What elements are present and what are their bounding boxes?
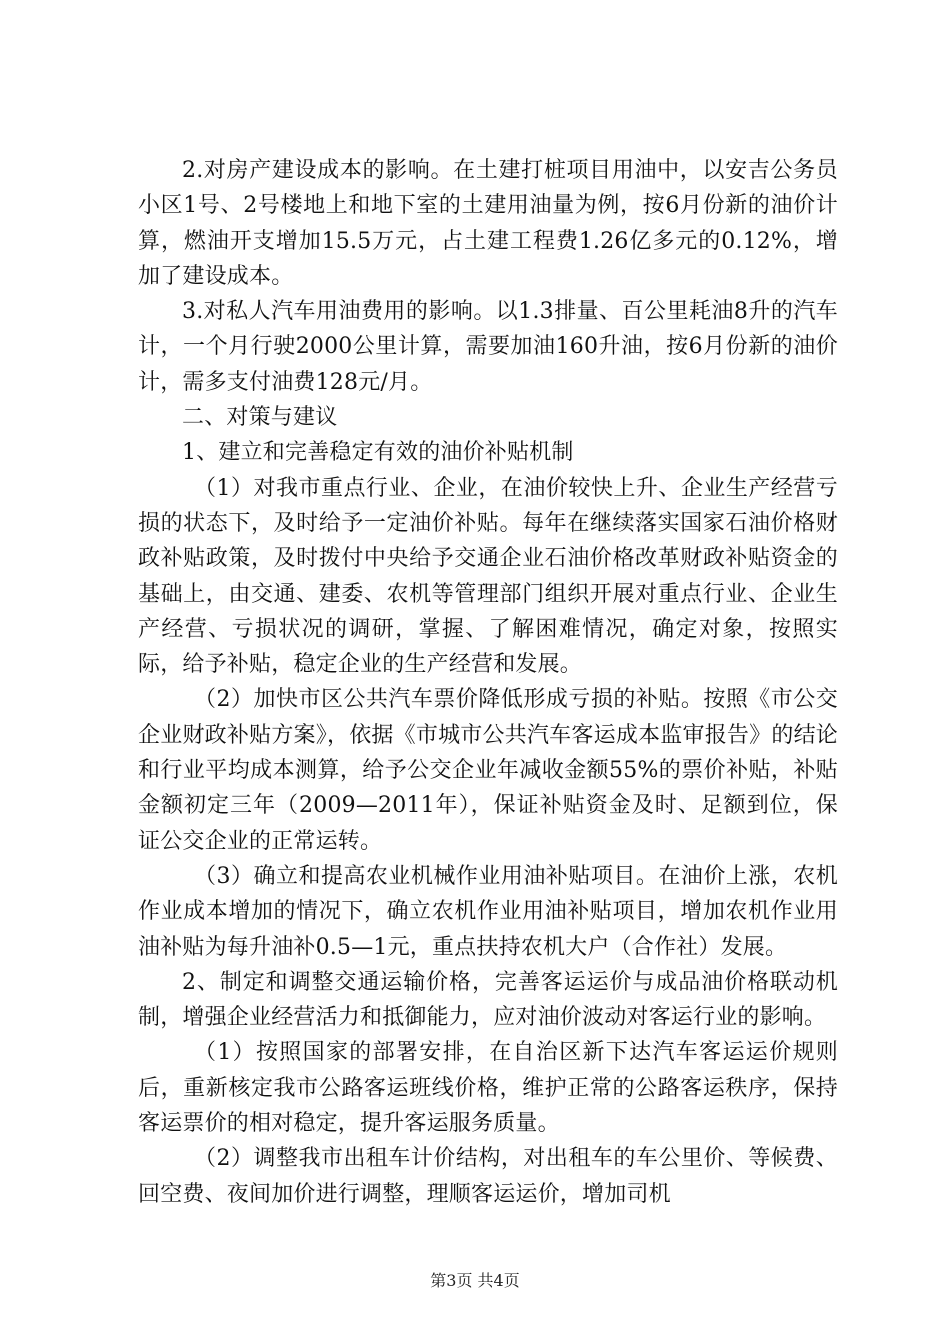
subheading-transport-pricing: 2、制定和调整交通运输价格，完善客运运价与成品油价格联动机制，增强企业经营活力和抵御能力，应对油价波动对客运行业的影响。 <box>138 969 838 1031</box>
document-body <box>138 153 838 1212</box>
paragraph-key-industry-subsidy: （1）对我市重点行业、企业，在油价较快上升、企业生产经营亏损的状态下，及时给予一定油价补贴。每年在继续落实国家石油价格财政补贴政策，及时拨付中央给予交通企业石油价格改革财政补贴资金的基础上，由交通、建委、农机等管理部门组织开展对重点行业、企业生产经营、亏损状况的调研，掌握、了解困难情况，确定对象，按照实际，给予补贴，稳定企业的生产经营和发展。 <box>138 475 838 678</box>
paragraph-taxi-fare: （2）调整我市出租车计价结构，对出租车的车公里价、等候费、回空费、夜间加价进行调整，理顺客运运价，增加司机 <box>138 1146 838 1207</box>
paragraph-highway-fare: （1）按照国家的部署安排，在自治区新下达汽车客运运价规则后，重新核定我市公路客运班线价格，维护正常的公路客运秩序，保持客运票价的相对稳定，提升客运服务质量。 <box>138 1040 838 1137</box>
paragraph-bus-fare-subsidy: （2）加快市区公共汽车票价降低形成亏损的补贴。按照《市公交企业财政补贴方案》，依据《市城市公共汽车客运成本监审报告》的结论和行业平均成本测算，给予公交企业年减收金额55%的票价补贴，补贴金额初定三年（2009—2011年），保证补贴资金及时、足额到位，保证公交企业的正常运转。 <box>138 687 838 854</box>
page-number-footer: 第3页 共4页 <box>430 1271 520 1290</box>
paragraph-housing-cost: 2.对房产建设成本的影响。在土建打桩项目用油中，以安吉公务员小区1号、2号楼地上和地下室的土建用油量为例，按6月份新的油价计算，燃油开支增加15.5万元，占土建工程费1.26亿多元的0.12%，增加了建设成本。 <box>138 158 838 289</box>
paragraph-private-car-cost: 3.对私人汽车用油费用的影响。以1.3排量、百公里耗油8升的汽车计，一个月行驶2000公里计算，需要加油160升油，按6月份新的油价计，需多支付油费128元/月。 <box>138 299 838 395</box>
subheading-subsidy-mechanism: 1、建立和完善稳定有效的油价补贴机制 <box>182 440 574 466</box>
section-heading-measures: 二、对策与建议 <box>182 405 338 431</box>
paragraph-farm-machinery-subsidy: （3）确立和提高农业机械作业用油补贴项目。在油价上涨，农机作业成本增加的情况下，确立农机作业用油补贴项目，增加农机作业用油补贴为每升油补0.5—1元，重点扶持农机大户（合作社）发展。 <box>138 863 838 960</box>
